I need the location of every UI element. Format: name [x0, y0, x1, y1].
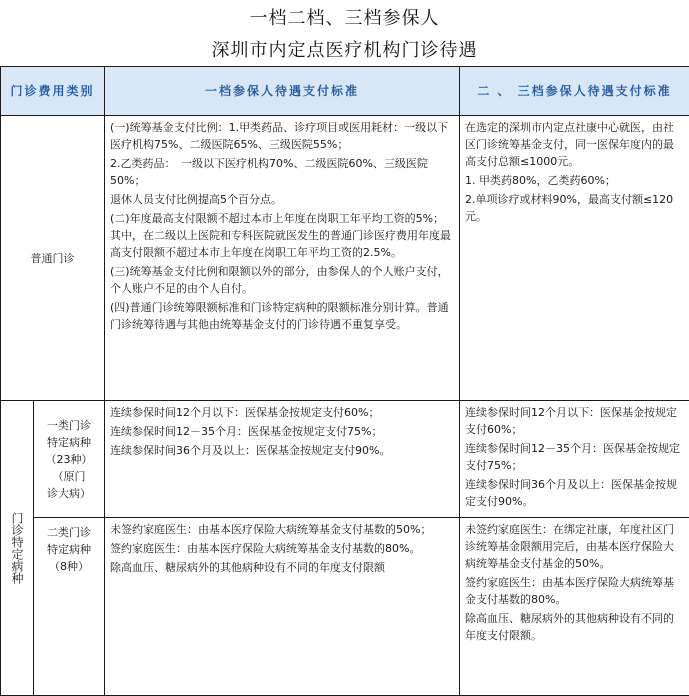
- category-label-line: 一类门诊: [47, 418, 91, 432]
- category-label-line: （原门: [52, 469, 86, 483]
- class2-label: [34, 518, 105, 696]
- category-label-line: 诊大病）: [47, 486, 91, 500]
- class1-tier23-paragraph: 连续参保时间12－35个月：医保基金按规定支付75%；: [465, 442, 681, 472]
- class2-tier1: [105, 518, 460, 696]
- category-label-line: （8种）: [49, 560, 89, 573]
- class1-tier1-paragraph: 连续参保时间36个月及以上：医保基金按规定支付90%。: [110, 444, 391, 457]
- class1-tier23-paragraph: 连续参保时间36个月及以上：医保基金按规定支付90%。: [465, 478, 678, 508]
- putong-tier1: [105, 116, 460, 401]
- putong-tier1-paragraph: (四)普通门诊统筹限额标准和门诊特定病种的限额标准分别计算。普通门诊统筹待遇与其他由统筹基金支付的门诊待遇不重复享受。: [110, 301, 449, 331]
- header-tier1: 一档参保人待遇支付标准: [105, 67, 460, 116]
- header-category: 门诊费用类别: [1, 67, 105, 116]
- putong-tier23: [460, 116, 689, 401]
- class2-tier1-paragraph: 除高血压、糖尿病外的其他病种设有不同的年度支付限额: [110, 561, 386, 574]
- class2-tier23-paragraph: 除高血压、糖尿病外的其他病种设有不同的年度支付限额。: [465, 612, 675, 642]
- class1-label: [34, 401, 105, 518]
- class1-tier1: [105, 401, 460, 518]
- class2-tier23: [460, 518, 689, 696]
- row-putong: [1, 116, 689, 401]
- class1-tier1-paragraph: 连续参保时间12－35个月：医保基金按规定支付75%；: [110, 425, 383, 438]
- category-label-line: 特定病种: [47, 435, 91, 449]
- class1-tier1-paragraph: 连续参保时间12个月以下：医保基金按规定支付60%；: [110, 406, 380, 419]
- title-line-2: 深圳市内定点医疗机构门诊待遇: [211, 40, 478, 61]
- class2-tier23-paragraph: 签约家庭医生：由基本医疗保险大病统筹基金支付基数的80%。: [465, 576, 675, 606]
- special-label: 门诊特定病种: [10, 512, 24, 584]
- category-label-line: （23种）: [45, 452, 93, 466]
- benefit-table: [0, 66, 689, 696]
- special-label-cell: [1, 401, 34, 696]
- class1-tier23-paragraph: 连续参保时间12个月以下：医保基金按规定支付60%；: [465, 406, 678, 436]
- category-label-line: 二类门诊: [47, 526, 91, 539]
- class1-tier23: [460, 401, 689, 518]
- putong-tier1-paragraph: (三)统筹基金支付比例和限额以外的部分，由参保人的个人账户支付，个人账户不足的由个人自付。: [110, 265, 449, 295]
- putong-tier23-paragraph: 在选定的深圳市内定点社康中心就医，由社区门诊统筹基金支付，同一医保年度内的最高支付总额≤1000元。: [465, 121, 675, 168]
- class2-tier23-paragraph: 未签约家庭医生：在绑定社康，年度社区门诊统筹基金限额用完后，由基本医疗保险大病统筹基金支付基金的50%。: [465, 523, 675, 570]
- row-special-class2: [1, 518, 689, 696]
- putong-label: 普通门诊: [1, 116, 105, 401]
- putong-tier23-paragraph: 1. 甲类药80%，乙类药60%；: [465, 174, 616, 187]
- putong-tier1-paragraph: 2.乙类药品： 一级以下医疗机构70%、二级医院60%、三级医院50%；: [110, 157, 428, 187]
- putong-tier1-paragraph: 退休人员支付比例提高5个百分点。: [110, 193, 283, 206]
- header-tier23: 二 、 三档参保人待遇支付标准: [460, 67, 689, 116]
- putong-tier23-paragraph: 2.单项诊疗或材料90%，最高支付额≤120元。: [465, 193, 674, 223]
- putong-tier1-paragraph: (二)年度最高支付限额不超过本市上年度在岗职工年平均工资的5%；其中，在二级以上医院和专科医院就医发生的普通门诊医疗费用年度最高支付限额不超过本市上年度在岗职工年平均工资的2.5%。: [110, 212, 452, 259]
- category-label-line: 特定病种: [47, 543, 91, 556]
- class2-tier1-paragraph: 签约家庭医生：由基本医疗保险大病统筹基金支付基数的80%。: [110, 542, 421, 555]
- title-line-1: 一档二档、三档参保人: [249, 8, 440, 29]
- row-special-class1: [1, 401, 689, 518]
- class2-tier1-paragraph: 未签约家庭医生：由基本医疗保险大病统筹基金支付基数的50%；: [110, 523, 432, 536]
- header-row: [1, 67, 689, 116]
- putong-tier1-paragraph: (一)统筹基金支付比例：1.甲类药品、诊疗项目或医用耗材：一级以下医疗机构75%、二级医院65%、三级医院55%；: [110, 121, 449, 151]
